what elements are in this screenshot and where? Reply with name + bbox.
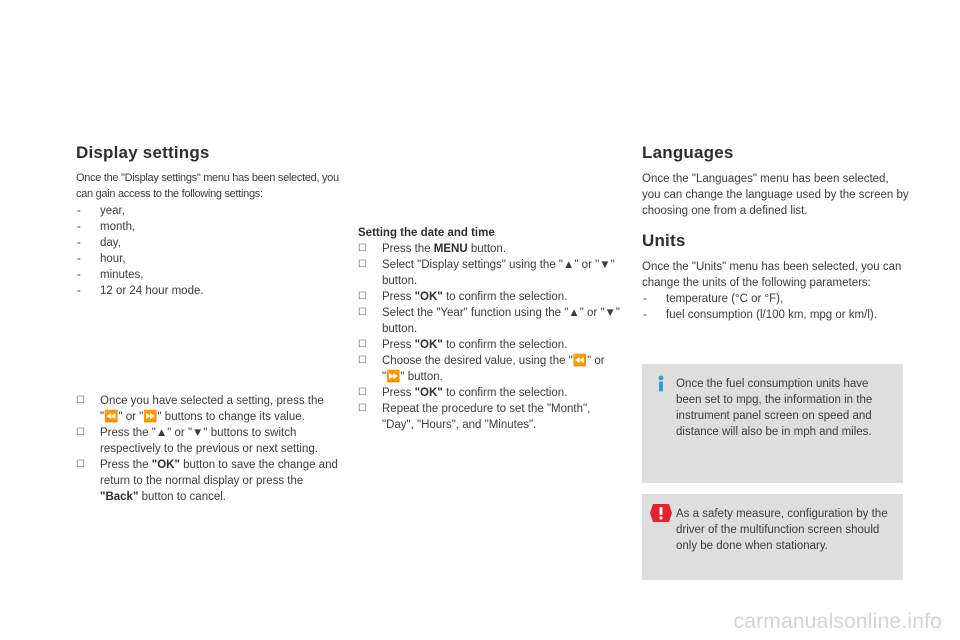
list-item: - 12 or 24 hour mode. [76, 283, 344, 299]
info-icon [652, 374, 670, 392]
checkbox-icon: ☐ [358, 339, 367, 350]
units-title: Units [642, 231, 686, 250]
arrow-up-icon: ▲ [155, 427, 168, 439]
date-time-section [358, 225, 620, 433]
list-item: - day, [76, 235, 344, 251]
languages-section [642, 143, 910, 219]
watermark: carmanualsonline.info [733, 610, 942, 633]
checkbox-icon: ☐ [358, 291, 367, 302]
arrow-down-icon: ▼ [604, 307, 616, 319]
checkbox-icon: ☐ [76, 459, 85, 470]
units-section [642, 231, 910, 323]
list-item: - month, [76, 219, 344, 235]
languages-title: Languages [642, 143, 734, 162]
fast-forward-icon: ⏩ [143, 411, 158, 423]
warning-box [642, 494, 903, 580]
step-item: ☐ Press "OK" to confirm the selection. [358, 387, 568, 399]
display-settings-steps [76, 393, 344, 505]
step-item: ☐ Press the "▲" or "▼" buttons to switch respectively to the previous or next setting. [76, 427, 318, 455]
checkbox-icon: ☐ [358, 387, 367, 398]
arrow-down-icon: ▼ [192, 427, 204, 439]
fast-rewind-icon: ⏪ [104, 411, 119, 423]
list-item: - hour, [76, 251, 344, 267]
step-item: ☐ Press the MENU button. [358, 243, 507, 255]
step-item: ☐ Select "Display settings" using the "▲" or "▼" button. [358, 259, 615, 287]
fast-forward-icon: ⏩ [386, 371, 401, 383]
checkbox-icon: ☐ [358, 307, 367, 318]
units-list [642, 291, 910, 323]
step-item: ☐ Press the "OK" button to save the change and return to the normal display or press the "Back" button to cancel. [76, 459, 338, 503]
arrow-up-icon: ▲ [563, 259, 575, 271]
info-text: Once the fuel consumption units have been set to mpg, the information in the instrument panel screen on speed and distance will also be in mph and miles. [676, 378, 873, 438]
date-time-title: Setting the date and time [358, 227, 495, 239]
step-item: ☐ Select the "Year" function using the "▲" or "▼" button. [358, 307, 621, 335]
info-box [642, 364, 903, 483]
warning-icon [650, 504, 672, 522]
checkbox-icon: ☐ [76, 427, 85, 438]
checkbox-icon: ☐ [76, 395, 85, 406]
fast-rewind-icon: ⏪ [572, 355, 588, 367]
list-item: - temperature (°C or °F), [642, 291, 910, 307]
list-item: - year, [76, 203, 344, 219]
languages-text: Once the "Languages" menu has been selected, you can change the language used by the screen by choosing one from a defined list. [642, 173, 909, 217]
checkbox-icon: ☐ [358, 259, 367, 270]
arrow-up-icon: ▲ [568, 307, 580, 319]
display-settings-section [76, 143, 344, 299]
display-settings-intro: Once the "Display settings" menu has been selected, you can gain access to the following settings: [76, 172, 339, 200]
list-item: - minutes, [76, 267, 344, 283]
step-item: ☐ Once you have selected a setting, press the "⏪" or "⏩" buttons to change its value. [76, 395, 324, 423]
arrow-down-icon: ▼ [599, 259, 611, 271]
checkbox-icon: ☐ [358, 403, 367, 414]
display-settings-title: Display settings [76, 143, 210, 162]
list-item: - fuel consumption (l/100 km, mpg or km/l). [642, 307, 910, 323]
display-settings-list [76, 203, 344, 299]
checkbox-icon: ☐ [358, 243, 367, 254]
warning-text: As a safety measure, configuration by the driver of the multifunction screen should only be done when stationary. [676, 508, 888, 552]
checkbox-icon: ☐ [358, 355, 367, 366]
step-item: ☐ Press "OK" to confirm the selection. [358, 339, 568, 351]
step-item: ☐ Choose the desired value, using the "⏪" or "⏩" button. [358, 355, 605, 383]
step-item: ☐ Repeat the procedure to set the "Month", "Day", "Hours", and "Minutes". [358, 403, 591, 431]
step-item: ☐ Press "OK" to confirm the selection. [358, 291, 568, 303]
units-text: Once the "Units" menu has been selected, you can change the units of the following parameters: [642, 261, 902, 289]
